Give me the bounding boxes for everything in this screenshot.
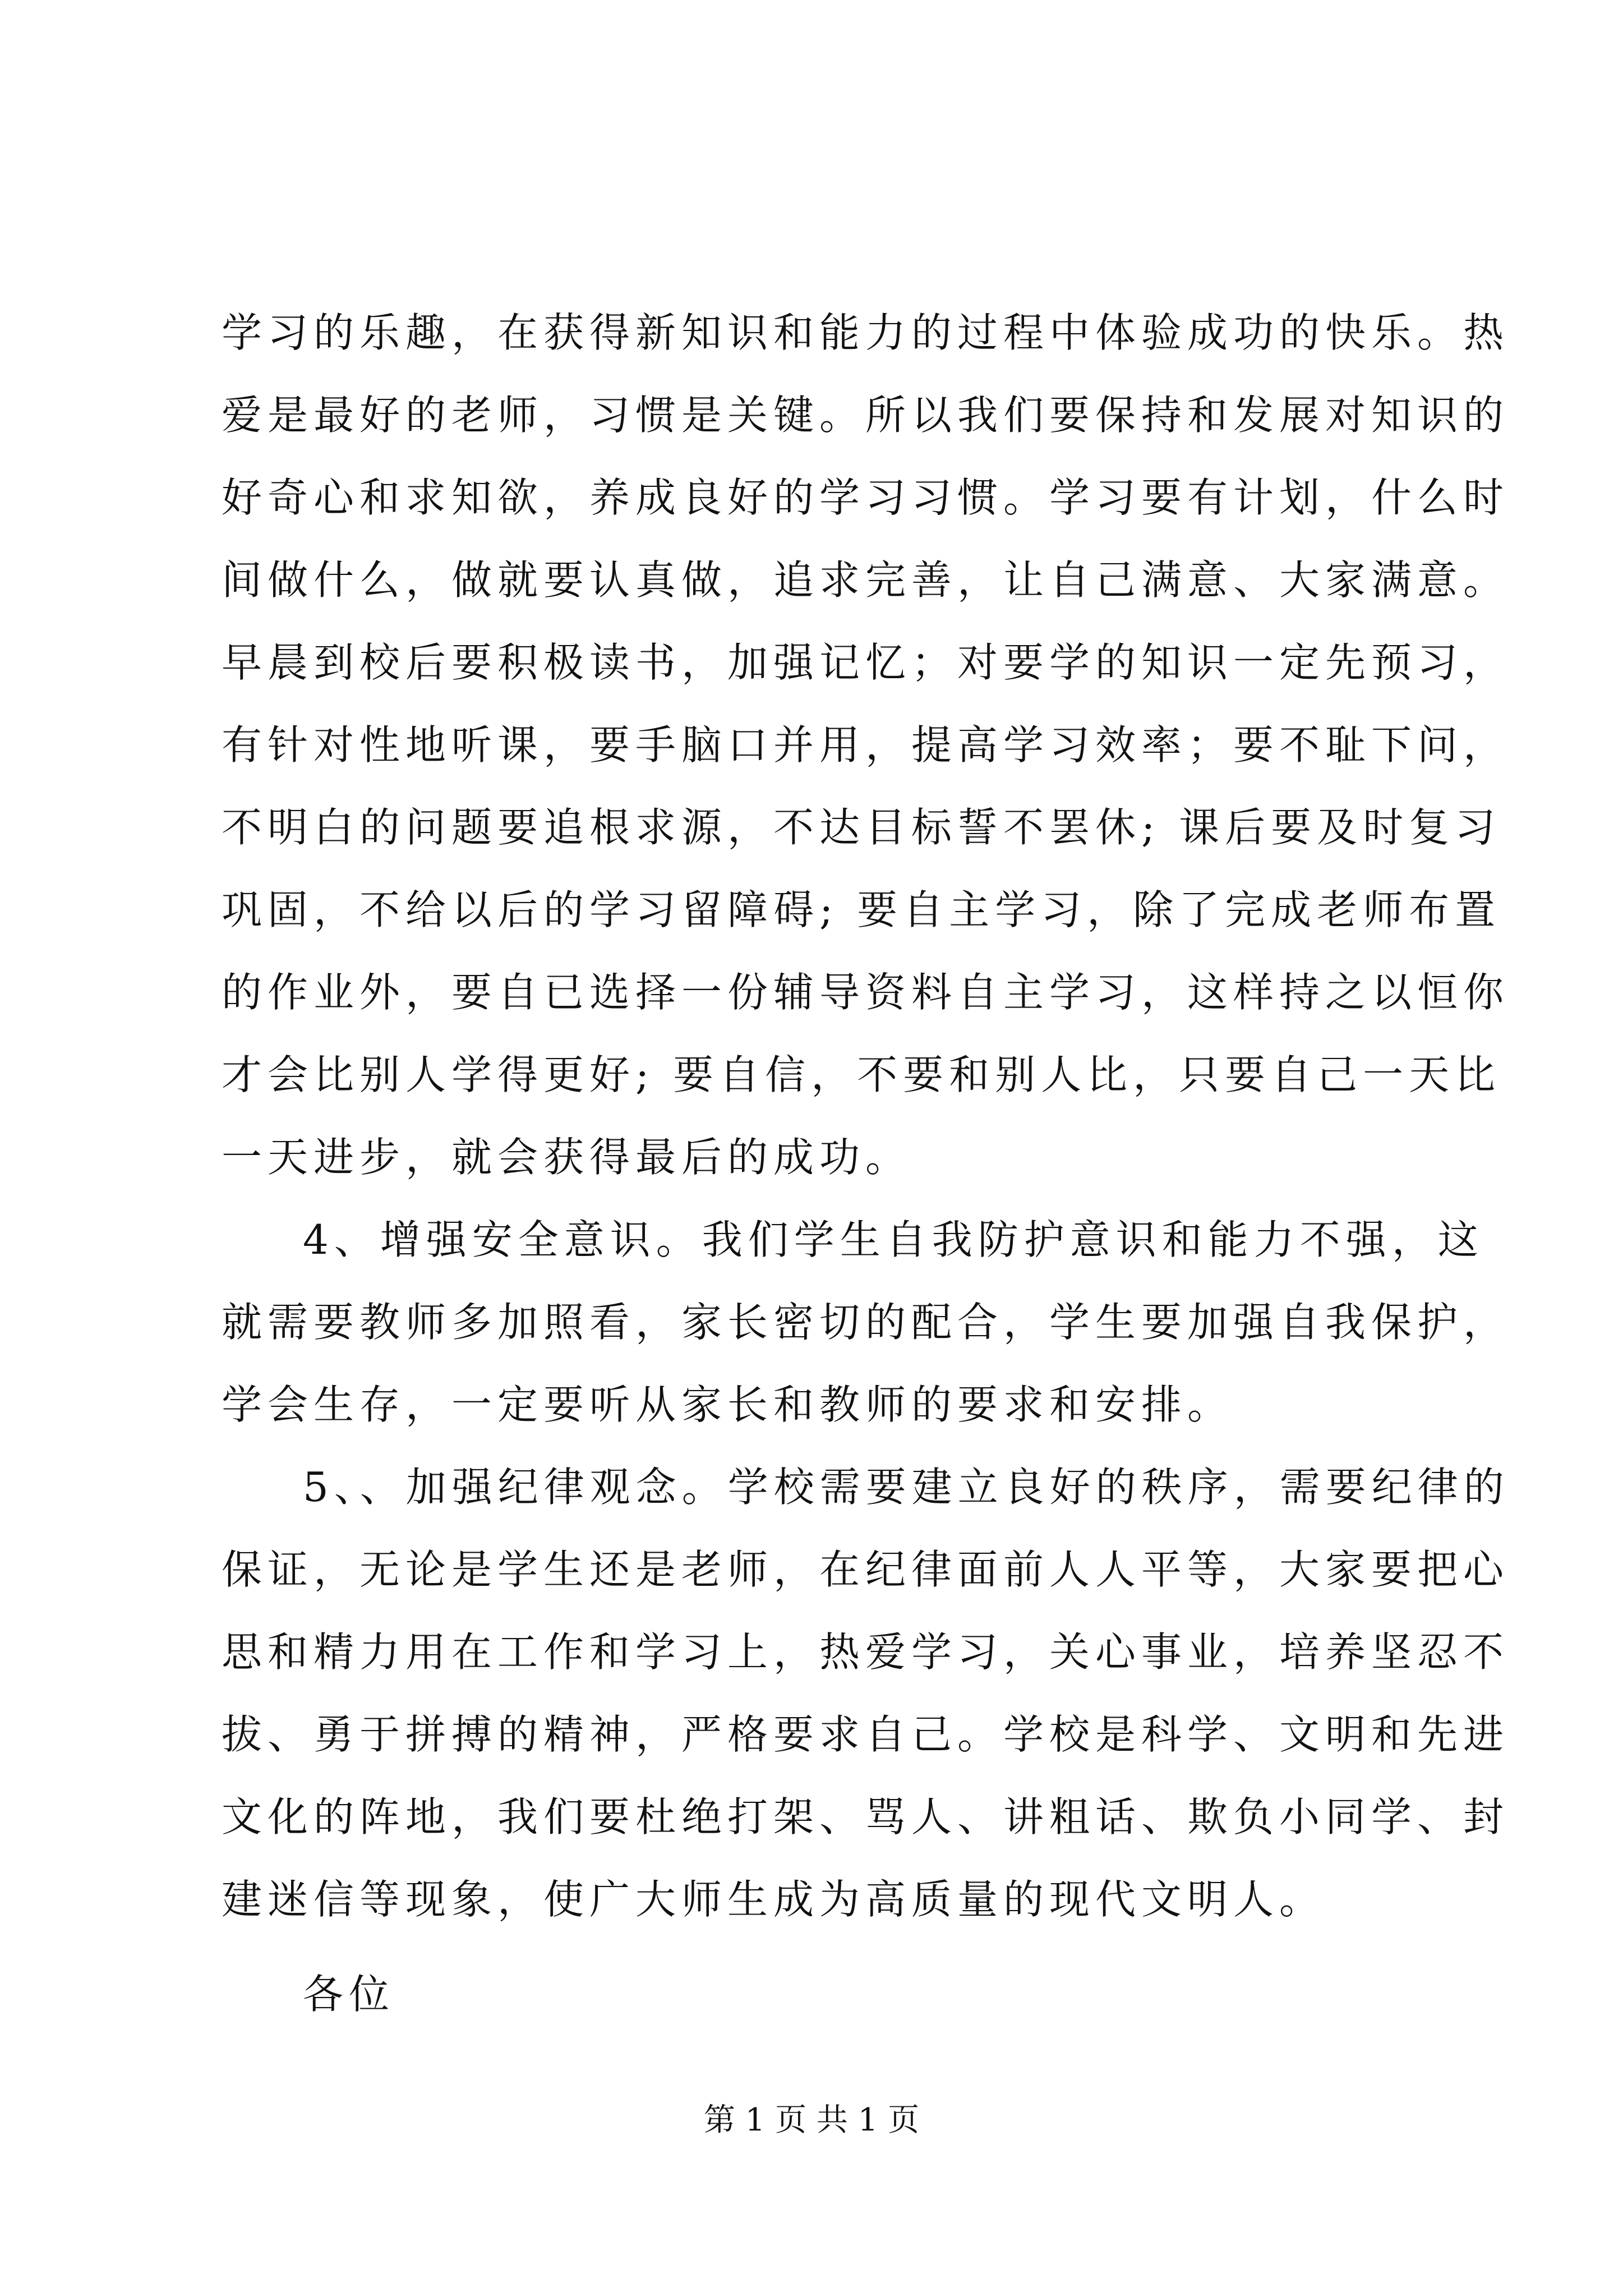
text-line: 拔、勇于拼搏的精神，严格要求自己。学校是科学、文明和先进 bbox=[222, 1711, 1510, 1758]
text-line: 不明白的问题要追根求源，不达目标誓不罢休; 课后要及时复习 bbox=[222, 804, 1501, 851]
text-line: 就需要教师多加照看，家长密切的配合，学生要加强自我保护， bbox=[222, 1299, 1510, 1346]
text-line: 有针对性地听课，要手脑口并用，提高学习效率；要不耻下问， bbox=[222, 721, 1510, 769]
paragraph bbox=[222, 292, 1510, 1199]
paragraph bbox=[222, 1199, 1510, 1446]
text-line: 早晨到校后要积极读书，加强记忆；对要学的知识一定先预习， bbox=[222, 639, 1510, 686]
document-body bbox=[222, 292, 1510, 1941]
paragraph bbox=[222, 1446, 1510, 1941]
text-line: 一天进步，就会获得最后的成功。 bbox=[222, 1134, 912, 1181]
text-line: 5、、加强纪律观念。学校需要建立良好的秩序，需要纪律的 bbox=[303, 1464, 1510, 1511]
text-line: 学会生存，一定要听从家长和教师的要求和安排。 bbox=[222, 1381, 1234, 1428]
text-line: 学习的乐趣，在获得新知识和能力的过程中体验成功的快乐。热 bbox=[222, 309, 1510, 356]
text-line: 保证，无论是学生还是老师，在纪律面前人人平等，大家要把心 bbox=[222, 1546, 1510, 1593]
text-line: 好奇心和求知欲，养成良好的学习习惯。学习要有计划，什么时 bbox=[222, 474, 1510, 521]
text-line: 思和精力用在工作和学习上，热爱学习，关心事业，培养坚忍不 bbox=[222, 1628, 1510, 1676]
text-line: 才会比别人学得更好; 要自信，不要和别人比，只要自己一天比 bbox=[222, 1051, 1501, 1098]
closing-salutation: 各位 bbox=[303, 1971, 395, 2018]
text-line: 文化的阵地，我们要杜绝打架、骂人、讲粗话、欺负小同学、封 bbox=[222, 1793, 1510, 1841]
page-footer: 第 1 页 共 1 页 bbox=[703, 2102, 920, 2138]
text-line: 间做什么，做就要认真做，追求完善，让自己满意、大家满意。 bbox=[222, 556, 1510, 604]
text-line: 爱是最好的老师，习惯是关键。所以我们要保持和发展对知识的 bbox=[222, 392, 1510, 439]
text-line: 的作业外，要自已选择一份辅导资料自主学习，这样持之以恒你 bbox=[222, 969, 1510, 1016]
text-line: 4、增强安全意识。我们学生自我防护意识和能力不强，这 bbox=[303, 1216, 1484, 1263]
text-line: 巩固，不给以后的学习留障碍; 要自主学习，除了完成老师布置 bbox=[222, 886, 1501, 933]
text-line: 建迷信等现象，使广大师生成为高质量的现代文明人。 bbox=[222, 1876, 1326, 1923]
